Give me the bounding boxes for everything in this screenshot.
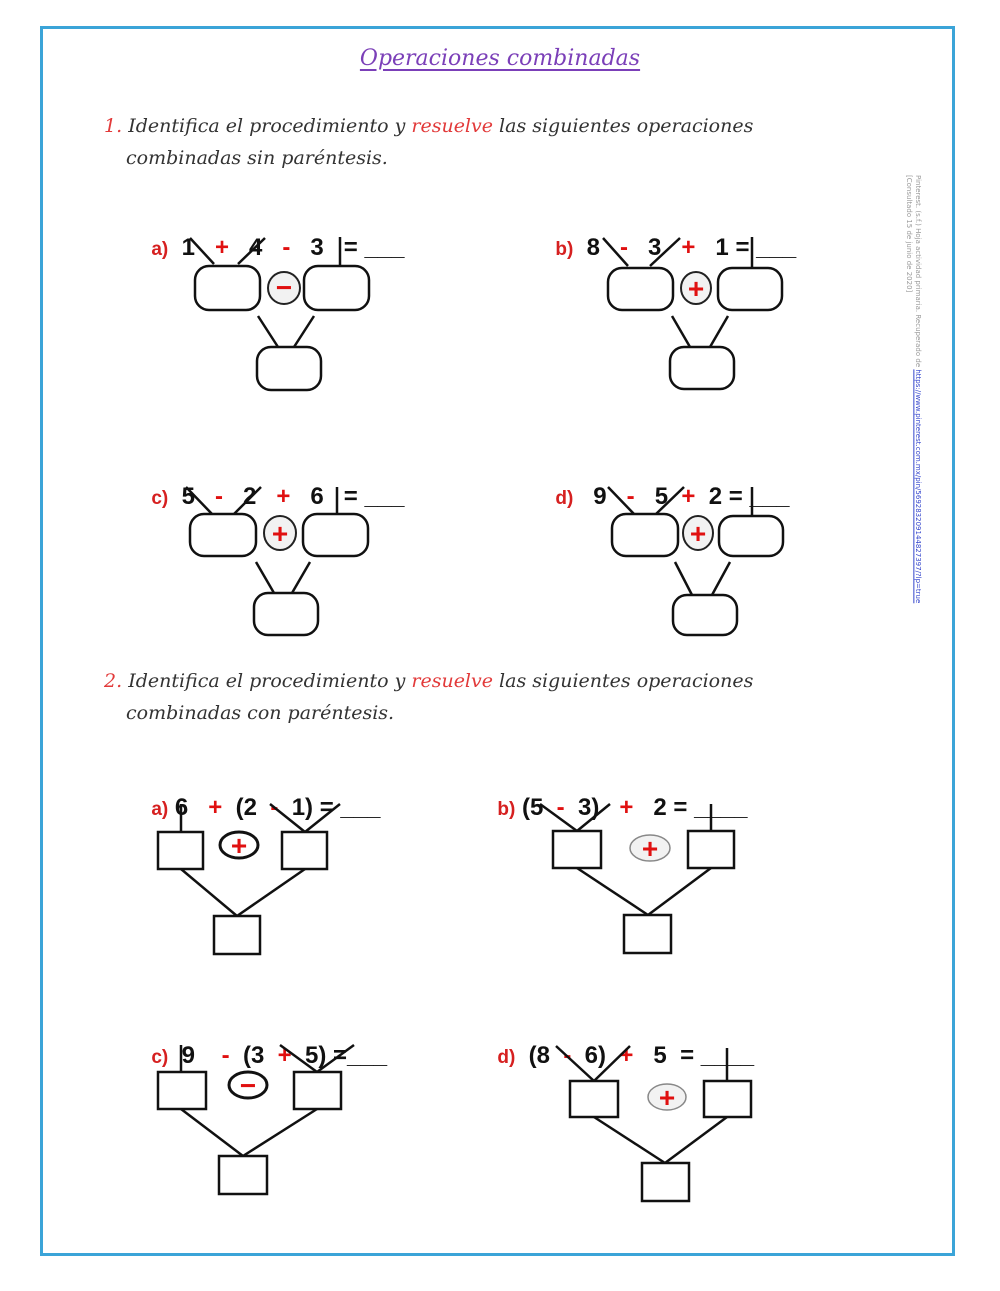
ex2-d-label: d) [497,1047,516,1068]
ex2-b-box-left[interactable] [553,831,601,868]
ex2-c-op1: - [221,1042,230,1069]
ex1-b-circle-op: + [687,273,705,304]
ex1-b-answer-blank[interactable]: ___ [756,234,797,261]
citation-link[interactable]: https://www.pinterest.com.mx/pin/569283209144827397/?lp=true [914,369,922,604]
ex1-c-op2: + [276,483,291,510]
ex2-a-term1: 6 [174,794,189,821]
ex2-d-term2: 6) [584,1042,606,1069]
ex1-c-term3: 6 [310,483,324,510]
ex2-a-term3: 1) [291,794,314,821]
ex1-a-op2: - [282,234,291,261]
ex1-d-box-left[interactable] [612,514,678,556]
ex2-b-label: b) [497,799,516,820]
ex2-d-box-left[interactable] [570,1081,618,1117]
ex2-d-op1: - [563,1042,572,1069]
ex1-d-answer-blank[interactable]: ___ [749,483,790,510]
ex1-b-equals: = [735,234,750,261]
ex2-b-answer-blank[interactable]: ____ [694,794,748,821]
instruction-2-number: 2. [104,670,123,692]
ex2-a-box-result[interactable] [214,916,260,954]
ex1-b-op2: + [681,234,696,261]
ex1-a-label: a) [151,239,169,260]
ex2-c-box-result[interactable] [219,1156,267,1194]
ex1-b-box-left[interactable] [608,268,673,310]
page-title: Operaciones combinadas [359,46,641,71]
ex2-c-term3: 5) [305,1042,327,1069]
instruction-2-text-a: Identifica el procedimiento y [128,670,412,692]
ex2-c-op2: + [277,1042,292,1069]
ex1-d-op1: - [626,483,635,510]
ex2-a-diagram [158,804,340,954]
ex1-d-box-right[interactable] [719,516,783,556]
ex1-c-box-left[interactable] [190,514,256,556]
instruction-2-text-b: las siguientes operaciones [493,670,754,692]
ex2-a-answer-blank[interactable]: ___ [340,794,381,821]
ex1-d-op2: + [681,483,696,510]
ex1-c-box-result[interactable] [254,593,318,635]
instruction-1-text-b: las siguientes operaciones [493,115,754,137]
ex1-d-term2: 5 [654,483,669,510]
citation-suffix: [Consultado 15 de junio de 2020] [905,175,913,293]
ex2-d-term1: (8 [528,1042,550,1069]
ex1-a-diagram [190,237,369,390]
ex1-d-circle-op: + [689,518,707,549]
ex2-c-term1: 9 [181,1042,195,1069]
ex1-c-term1: 5 [181,483,195,510]
instruction-1-text-a: Identifica el procedimiento y [128,115,412,137]
ex2-b-box-right[interactable] [688,831,734,868]
instruction-1-highlight: resuelve [411,115,493,137]
ex2-c-box-right[interactable] [294,1072,341,1109]
ex1-d-equals: = [728,483,743,510]
ex2-c-label: c) [151,1047,169,1068]
ex2-c-diagram [158,1045,354,1194]
ex2-c-circle-op: − [239,1070,257,1101]
instruction-1-number: 1. [104,115,123,137]
ex1-b-term1: 8 [586,234,600,261]
ex2-b-term1: (5 [521,794,544,821]
ex1-c-label: c) [151,488,169,509]
ex2-a-box-right[interactable] [282,832,327,869]
ex2-a-op2: - [270,794,279,821]
ex2-c-answer-blank[interactable]: ___ [347,1042,388,1069]
ex2-b-diagram [540,804,734,953]
ex2-a-circle-op: + [230,830,248,861]
ex2-a-equals: = [319,794,334,821]
ex1-a-equals: = [343,234,358,261]
ex2-d-term3: 5 [653,1042,667,1069]
citation-prefix: Pinterest. (s.f.) Hoja actividad primaria. Recuperado de [914,175,922,370]
ex2-b-term2: 3) [577,794,600,821]
ex1-d-diagram [608,487,783,635]
ex1-c-circle-op: + [271,518,289,549]
ex1-b-term2: 3 [648,234,662,261]
ex2-d-op2: + [619,1042,634,1069]
ex1-b-diagram [603,237,782,389]
ex2-b-op1: - [556,794,565,821]
ex1-a-box-result[interactable] [257,347,321,390]
ex1-a-term2: 4 [249,234,263,261]
ex2-d-box-result[interactable] [642,1163,689,1201]
ex1-c-answer-blank[interactable]: ___ [364,483,405,510]
ex2-a-op1: + [208,794,223,821]
ex1-c-diagram [186,487,368,635]
instruction-1-line2: combinadas sin paréntesis. [126,147,388,169]
ex1-a-circle-op: − [275,272,293,303]
ex1-c-op1: - [214,483,223,510]
ex2-a-box-left[interactable] [158,832,203,869]
ex2-b-circle-op: + [641,833,659,864]
ex2-d-equals: = [680,1042,695,1069]
ex2-c-equals: = [333,1042,348,1069]
ex1-d-term1: 9 [593,483,607,510]
ex2-d-circle-op: + [658,1082,676,1113]
ex1-c-term2: 2 [242,483,257,510]
ex1-a-term1: 1 [181,234,195,261]
ex1-b-label: b) [555,239,574,260]
ex2-c-term2: (3 [242,1042,265,1069]
ex1-a-term3: 3 [310,234,324,261]
ex1-a-box-left[interactable] [195,266,260,310]
ex1-b-box-result[interactable] [670,347,734,389]
instruction-2-highlight: resuelve [411,670,493,692]
ex2-b-op2: + [619,794,634,821]
ex1-a-box-right[interactable] [304,266,369,310]
ex1-d-label: d) [555,488,574,509]
ex1-d-box-result[interactable] [673,595,737,635]
ex2-d-box-right[interactable] [704,1081,751,1117]
ex1-c-equals: = [343,483,358,510]
ex1-b-op1: - [620,234,628,261]
ex2-b-equals: = [673,794,688,821]
ex1-a-answer-blank[interactable]: ___ [364,234,405,261]
ex1-b-box-right[interactable] [718,268,782,310]
ex1-c-box-right[interactable] [303,514,368,556]
ex2-b-box-result[interactable] [624,915,671,953]
ex2-d-diagram [556,1046,751,1201]
ex1-b-term3: 1 [715,234,729,261]
ex2-a-label: a) [151,799,169,820]
ex2-b-term3: 2 [653,794,667,821]
instruction-2-line2: combinadas con paréntesis. [126,702,395,724]
ex1-a-op1: + [214,234,229,261]
ex2-a-term2: (2 [235,794,257,821]
ex2-c-box-left[interactable] [158,1072,206,1109]
ex2-d-answer-blank[interactable]: ____ [700,1042,755,1069]
ex1-d-term3: 2 [708,483,723,510]
